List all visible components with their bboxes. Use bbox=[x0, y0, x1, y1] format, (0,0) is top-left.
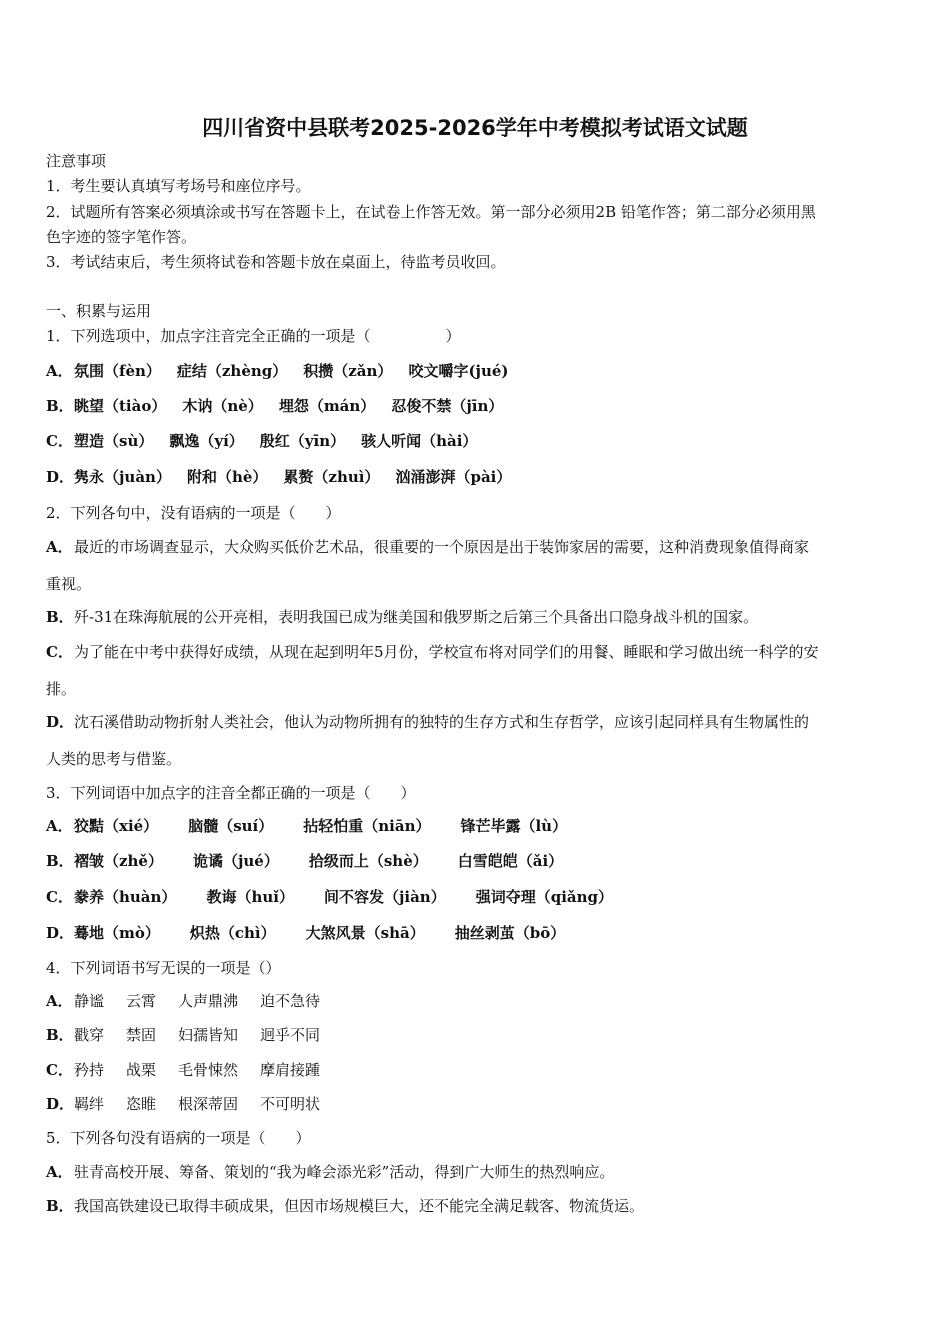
option-letter: A． bbox=[46, 992, 73, 1010]
option-item: 埋怨（mán） bbox=[278, 397, 376, 415]
option-letter: A． bbox=[46, 362, 73, 380]
option-item: 狡黠（xié） bbox=[74, 817, 159, 835]
option-text: 驻青高校开展、筹备、策划的“我为峰会添光彩”活动，得到广大师生的热烈响应。 bbox=[74, 1163, 615, 1181]
page-title: 四川省资中县联考2025-2026学年中考模拟考试语文试题 bbox=[202, 116, 748, 140]
option-row bbox=[46, 712, 809, 732]
option-item: 教诲（huǐ） bbox=[206, 888, 294, 906]
option-item: 炽热（chì） bbox=[189, 924, 276, 942]
option-item: 褶皱（zhě） bbox=[74, 852, 163, 870]
option-item: 矜持 bbox=[74, 1061, 105, 1079]
option-letter: C． bbox=[46, 432, 73, 450]
option-item: 摩肩接踵 bbox=[260, 1061, 321, 1079]
question-stem: 2．下列各句中，没有语病的一项是（ ） bbox=[46, 504, 341, 522]
option-row bbox=[46, 607, 758, 627]
option-item: 白雪皑皑（ǎi） bbox=[457, 852, 564, 870]
option-letter: B． bbox=[46, 852, 74, 870]
notice-item: 色字迹的签字笔作答。 bbox=[46, 228, 197, 246]
option-item: 抽丝剥茧（bō） bbox=[454, 924, 566, 942]
option-item: 咬文嚼字(jué) bbox=[408, 362, 509, 380]
option-letter: B． bbox=[46, 608, 74, 626]
option-row bbox=[46, 431, 477, 451]
option-row bbox=[46, 923, 565, 943]
option-row bbox=[46, 396, 503, 416]
option-text: 沈石溪借助动物折射人类社会，他认为动物所拥有的独特的生存方式和生存哲学，应该引起同样具有生物属性的 bbox=[74, 713, 810, 731]
option-item: 禁固 bbox=[126, 1026, 157, 1044]
option-text: 歼-31在珠海航展的公开亮相，表明我国已成为继美国和俄罗斯之后第三个具备出口隐身战斗机的国家。 bbox=[74, 608, 759, 626]
option-item: 迥乎不同 bbox=[260, 1026, 321, 1044]
option-letter: A． bbox=[46, 1163, 73, 1181]
option-item: 拾级而上（shè） bbox=[308, 852, 428, 870]
option-item: 云霄 bbox=[126, 992, 157, 1010]
option-item: 战栗 bbox=[126, 1061, 157, 1079]
option-letter: D． bbox=[46, 924, 75, 942]
option-row bbox=[46, 1025, 320, 1045]
option-letter: D． bbox=[46, 713, 75, 731]
option-item: 汹涌澎湃（pài） bbox=[395, 468, 512, 486]
section-heading: 一、积累与运用 bbox=[46, 302, 152, 320]
option-item: 隽永（juàn） bbox=[74, 468, 171, 486]
option-letter: C． bbox=[46, 888, 73, 906]
option-row bbox=[46, 991, 320, 1011]
option-text: 最近的市场调查显示，大众购买低价艺术品，很重要的一个原因是出于装饰家居的需要，这种消费现象值得商家 bbox=[74, 538, 810, 556]
option-item: 毛骨悚然 bbox=[178, 1061, 239, 1079]
option-text-continued: 排。 bbox=[46, 680, 77, 698]
option-item: 忍俊不禁（jīn） bbox=[391, 397, 504, 415]
option-row bbox=[46, 1162, 614, 1182]
option-row bbox=[46, 851, 563, 871]
option-text: 为了能在中考中获得好成绩，从现在起到明年5月份，学校宣布将对同学们的用餐、睡眠和学习做出统一科学的安 bbox=[74, 643, 819, 661]
option-item: 殷红（yīn） bbox=[259, 432, 346, 450]
option-letter: C． bbox=[46, 1061, 73, 1079]
option-item: 蓦地（mò） bbox=[74, 924, 160, 942]
option-letter: B． bbox=[46, 1026, 74, 1044]
option-row bbox=[46, 642, 819, 662]
question-stem: 1．下列选项中，加点字注音完全正确的一项是（ ） bbox=[46, 327, 461, 345]
option-item: 羁绊 bbox=[74, 1095, 105, 1113]
option-row bbox=[46, 1060, 320, 1080]
option-text-continued: 人类的思考与借鉴。 bbox=[46, 750, 182, 768]
option-item: 症结（zhèng） bbox=[176, 362, 288, 380]
option-item: 眺望（tiào） bbox=[74, 397, 167, 415]
option-item: 附和（hè） bbox=[186, 468, 268, 486]
option-item: 间不容发（jiàn） bbox=[323, 888, 446, 906]
option-item: 恣睢 bbox=[126, 1095, 157, 1113]
option-item: 迫不急待 bbox=[260, 992, 321, 1010]
option-item: 人声鼎沸 bbox=[178, 992, 239, 1010]
option-text-continued: 重视。 bbox=[46, 575, 92, 593]
option-letter: A． bbox=[46, 817, 73, 835]
option-row bbox=[46, 1094, 320, 1114]
option-item: 脑髓（suí） bbox=[188, 817, 274, 835]
option-item: 妇孺皆知 bbox=[178, 1026, 239, 1044]
option-item: 大煞风景（shā） bbox=[305, 924, 425, 942]
option-letter: C． bbox=[46, 643, 73, 661]
notice-item: 3．考试结束后，考生须将试卷和答题卡放在桌面上，待监考员收回。 bbox=[46, 253, 506, 271]
option-item: 拈轻怕重（niān） bbox=[303, 817, 431, 835]
option-item: 积攒（zǎn） bbox=[303, 362, 393, 380]
question-stem: 3．下列词语中加点字的注音全都正确的一项是（ ） bbox=[46, 784, 416, 802]
option-item: 强词夺理（qiǎng） bbox=[475, 888, 614, 906]
option-letter: B． bbox=[46, 1197, 74, 1215]
option-item: 根深蒂固 bbox=[178, 1095, 239, 1113]
option-item: 豢养（huàn） bbox=[74, 888, 177, 906]
option-letter: D． bbox=[46, 468, 75, 486]
option-letter: A． bbox=[46, 538, 73, 556]
option-row bbox=[46, 1196, 644, 1216]
option-row bbox=[46, 537, 809, 557]
option-row bbox=[46, 816, 567, 836]
option-row bbox=[46, 467, 511, 487]
option-item: 不可明状 bbox=[260, 1095, 321, 1113]
question-stem: 4．下列词语书写无误的一项是（） bbox=[46, 959, 281, 977]
option-item: 氛围（fèn） bbox=[74, 362, 161, 380]
notice-heading: 注意事项 bbox=[46, 152, 107, 170]
option-item: 静谧 bbox=[74, 992, 105, 1010]
option-item: 累赘（zhuì） bbox=[283, 468, 380, 486]
option-item: 锋芒毕露（lù） bbox=[460, 817, 568, 835]
option-item: 骇人听闻（hài） bbox=[361, 432, 478, 450]
option-item: 飘逸（yí） bbox=[169, 432, 244, 450]
option-text: 我国高铁建设已取得丰硕成果，但因市场规模巨大，还不能完全满足载客、物流货运。 bbox=[74, 1197, 645, 1215]
question-stem: 5．下列各句没有语病的一项是（ ） bbox=[46, 1129, 311, 1147]
option-letter: D． bbox=[46, 1095, 75, 1113]
option-row bbox=[46, 361, 509, 381]
notice-item: 2．试题所有答案必须填涂或书写在答题卡上，在试卷上作答无效。第一部分必须用2B 铅笔作答；第二部分必须用黑 bbox=[46, 203, 816, 221]
notice-item: 1．考生要认真填写考场号和座位序号。 bbox=[46, 177, 311, 195]
option-row bbox=[46, 887, 613, 907]
option-letter: B． bbox=[46, 397, 74, 415]
option-item: 诡谲（jué） bbox=[192, 852, 279, 870]
option-item: 戳穿 bbox=[74, 1026, 105, 1044]
option-item: 塑造（sù） bbox=[74, 432, 154, 450]
option-item: 木讷（nè） bbox=[182, 397, 263, 415]
